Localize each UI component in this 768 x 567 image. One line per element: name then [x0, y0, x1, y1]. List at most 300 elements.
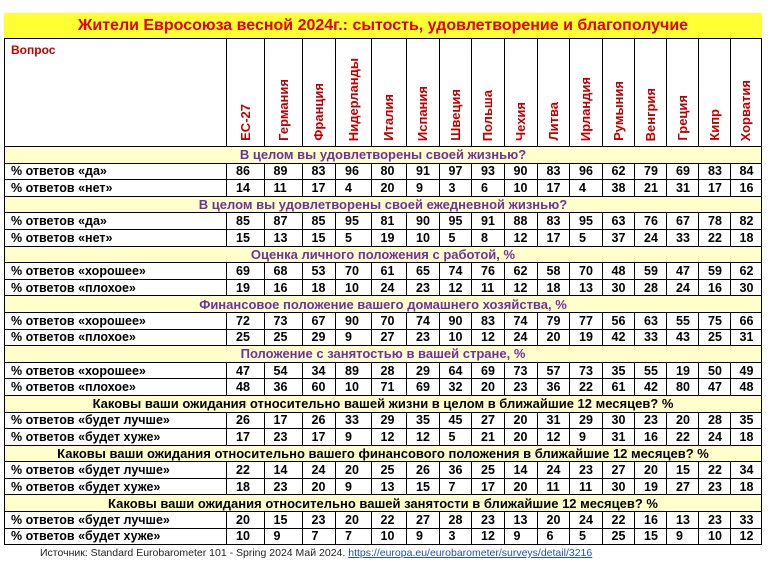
source-link[interactable]: https://europa.eu/eurobarometer/surveys/detail/3216	[348, 547, 593, 559]
value-cell-italy: 25	[372, 462, 408, 479]
value-cell-netherlands: 9	[336, 330, 372, 347]
section-question-2: В целом вы удовлетворены своей ежедневной жизнью?	[5, 197, 762, 214]
value-cell-poland: 27	[472, 413, 505, 430]
value-cell-netherlands: 4	[336, 180, 372, 197]
row-label: % ответов «будет лучше»	[5, 413, 227, 430]
value-cell-romania: 48	[603, 263, 636, 280]
value-cell-netherlands: 96	[336, 164, 372, 181]
value-cell-sweden: 28	[440, 512, 473, 529]
value-cell-sweden: 3	[440, 180, 473, 197]
value-cell-spain: 27	[407, 512, 440, 529]
row-label: % ответов «нет»	[5, 230, 227, 247]
value-cell-hungary: 59	[635, 263, 667, 280]
value-cell-lithuania: 11	[538, 479, 571, 496]
table-row	[5, 180, 762, 197]
value-cell-greece: 19	[667, 363, 699, 380]
value-cell-ireland: 9	[570, 429, 603, 446]
value-cell-lithuania: 17	[538, 180, 571, 197]
value-cell-eu27: 19	[227, 280, 265, 297]
value-cell-germany: 73	[265, 313, 303, 330]
section-question-8: Каковы ваши ожидания относительно вашей занятости в ближайшие 12 месяцев? %	[5, 495, 762, 512]
source-note	[40, 547, 592, 559]
value-cell-romania: 30	[603, 479, 636, 496]
value-cell-greece: 80	[667, 379, 699, 396]
value-cell-greece: 20	[667, 413, 699, 430]
row-label: % ответов «будет лучше»	[5, 512, 227, 529]
value-cell-cyprus: 23	[699, 479, 731, 496]
value-cell-greece: 27	[667, 479, 699, 496]
value-cell-poland: 23	[472, 512, 505, 529]
value-cell-italy: 24	[372, 280, 408, 297]
value-cell-lithuania: 6	[538, 529, 571, 546]
value-cell-eu27: 20	[227, 512, 265, 529]
value-cell-sweden: 95	[440, 213, 473, 230]
value-cell-lithuania: 20	[538, 512, 571, 529]
value-cell-hungary: 16	[635, 512, 667, 529]
value-cell-greece: 55	[667, 313, 699, 330]
value-cell-spain: 12	[407, 429, 440, 446]
value-cell-eu27: 10	[227, 529, 265, 546]
value-cell-czechia: 24	[505, 330, 538, 347]
value-cell-croatia: 82	[731, 213, 763, 230]
value-cell-ireland: 4	[570, 180, 603, 197]
value-cell-czechia: 74	[505, 313, 538, 330]
value-cell-cyprus: 22	[699, 462, 731, 479]
column-label-czechia: Чехия	[513, 102, 528, 141]
value-cell-spain: 23	[407, 330, 440, 347]
value-cell-italy: 80	[372, 164, 408, 181]
value-cell-hungary: 19	[635, 479, 667, 496]
value-cell-ireland: 95	[570, 213, 603, 230]
column-header-czechia	[505, 39, 538, 147]
value-cell-eu27: 25	[227, 330, 265, 347]
table-row	[5, 280, 762, 297]
value-cell-lithuania: 18	[538, 280, 571, 297]
value-cell-spain: 74	[407, 313, 440, 330]
column-label-hungary: Венгрия	[643, 87, 658, 141]
value-cell-france: 18	[303, 280, 337, 297]
value-cell-poland: 93	[472, 164, 505, 181]
value-cell-netherlands: 95	[336, 213, 372, 230]
value-cell-hungary: 23	[635, 413, 667, 430]
value-cell-sweden: 90	[440, 313, 473, 330]
value-cell-poland: 69	[472, 363, 505, 380]
value-cell-italy: 27	[372, 330, 408, 347]
value-cell-croatia: 31	[731, 330, 763, 347]
data-table	[4, 38, 762, 545]
value-cell-germany: 13	[265, 230, 303, 247]
column-label-croatia: Хорватия	[738, 79, 754, 141]
value-cell-netherlands: 70	[336, 263, 372, 280]
value-cell-poland: 91	[472, 213, 505, 230]
row-label: % ответов «плохое»	[5, 379, 227, 396]
value-cell-cyprus: 59	[699, 263, 731, 280]
value-cell-spain: 9	[407, 529, 440, 546]
value-cell-ireland: 5	[570, 529, 603, 546]
value-cell-croatia: 30	[731, 280, 763, 297]
value-cell-spain: 10	[407, 230, 440, 247]
value-cell-romania: 56	[603, 313, 636, 330]
table-row	[5, 263, 762, 280]
value-cell-greece: 43	[667, 330, 699, 347]
value-cell-france: 85	[303, 213, 337, 230]
table-row	[5, 313, 762, 330]
value-cell-greece: 31	[667, 180, 699, 197]
table-row	[5, 479, 762, 496]
value-cell-romania: 37	[603, 230, 636, 247]
value-cell-hungary: 24	[635, 230, 667, 247]
value-cell-france: 17	[303, 180, 337, 197]
value-cell-greece: 22	[667, 429, 699, 446]
value-cell-poland: 12	[472, 529, 505, 546]
value-cell-spain: 29	[407, 363, 440, 380]
table-row	[5, 429, 762, 446]
value-cell-sweden: 12	[440, 280, 473, 297]
value-cell-france: 20	[303, 479, 337, 496]
value-cell-romania: 30	[603, 413, 636, 430]
value-cell-cyprus: 78	[699, 213, 731, 230]
value-cell-italy: 81	[372, 213, 408, 230]
value-cell-croatia: 49	[731, 363, 763, 380]
column-label-poland: Польша	[480, 89, 496, 141]
value-cell-hungary: 21	[635, 180, 667, 197]
table-row	[5, 330, 762, 347]
value-cell-spain: 26	[407, 462, 440, 479]
table-row	[5, 213, 762, 230]
value-cell-italy: 10	[372, 529, 408, 546]
value-cell-eu27: 17	[227, 429, 265, 446]
value-cell-italy: 13	[372, 479, 408, 496]
value-cell-czechia: 23	[505, 379, 538, 396]
value-cell-netherlands: 9	[336, 479, 372, 496]
value-cell-eu27: 85	[227, 213, 265, 230]
value-cell-france: 67	[303, 313, 337, 330]
value-cell-hungary: 33	[635, 330, 667, 347]
value-cell-ireland: 73	[570, 363, 603, 380]
value-cell-poland: 17	[472, 479, 505, 496]
value-cell-croatia: 62	[731, 263, 763, 280]
value-cell-france: 53	[303, 263, 337, 280]
source-text: Источник: Standard Eurobarometer 101 - Spring 2024 Май 2024.	[40, 547, 346, 559]
value-cell-croatia: 12	[731, 529, 763, 546]
column-label-lithuania: Литва	[545, 102, 561, 141]
value-cell-poland: 20	[472, 379, 505, 396]
table-row	[5, 164, 762, 181]
value-cell-poland: 8	[472, 230, 505, 247]
value-cell-lithuania: 36	[538, 379, 571, 396]
table-row	[5, 462, 762, 479]
value-cell-netherlands: 5	[336, 230, 372, 247]
value-cell-croatia: 16	[731, 180, 763, 197]
value-cell-netherlands: 20	[336, 512, 372, 529]
column-label-sweden: Швеция	[447, 89, 463, 141]
value-cell-romania: 27	[603, 462, 636, 479]
column-header-hungary	[635, 39, 667, 147]
value-cell-croatia: 48	[731, 379, 763, 396]
value-cell-czechia: 14	[505, 462, 538, 479]
value-cell-greece: 67	[667, 213, 699, 230]
column-header-germany	[265, 39, 303, 147]
value-cell-germany: 87	[265, 213, 303, 230]
section-question-1: В целом вы удовлетворены своей жизнью?	[5, 147, 762, 164]
value-cell-eu27: 72	[227, 313, 265, 330]
value-cell-germany: 15	[265, 512, 303, 529]
table-body	[5, 147, 762, 545]
value-cell-netherlands: 7	[336, 529, 372, 546]
value-cell-ireland: 70	[570, 263, 603, 280]
value-cell-croatia: 84	[731, 164, 763, 181]
value-cell-netherlands: 89	[336, 363, 372, 380]
value-cell-spain: 23	[407, 280, 440, 297]
value-cell-greece: 33	[667, 230, 699, 247]
value-cell-cyprus: 75	[699, 313, 731, 330]
column-header-netherlands	[336, 39, 372, 147]
section-question-3: Оценка личного положения с работой, %	[5, 247, 762, 264]
value-cell-romania: 62	[603, 164, 636, 181]
value-cell-romania: 61	[603, 379, 636, 396]
value-cell-france: 15	[303, 230, 337, 247]
value-cell-cyprus: 22	[699, 230, 731, 247]
value-cell-spain: 15	[407, 479, 440, 496]
value-cell-france: 26	[303, 413, 337, 430]
value-cell-eu27: 22	[227, 462, 265, 479]
column-label-ireland: Ирландия	[578, 76, 594, 141]
column-label-eu27: ЕС-27	[237, 104, 253, 141]
value-cell-cyprus: 10	[699, 529, 731, 546]
value-cell-italy: 22	[372, 512, 408, 529]
column-label-greece: Греция	[675, 95, 690, 141]
value-cell-france: 7	[303, 529, 337, 546]
table-row	[5, 230, 762, 247]
value-cell-germany: 68	[265, 263, 303, 280]
row-label: % ответов «да»	[5, 213, 227, 230]
value-cell-ireland: 19	[570, 330, 603, 347]
value-cell-netherlands: 10	[336, 280, 372, 297]
value-cell-lithuania: 58	[538, 263, 571, 280]
value-cell-sweden: 5	[440, 429, 473, 446]
table-row	[5, 413, 762, 430]
value-cell-france: 83	[303, 164, 337, 181]
value-cell-italy: 61	[372, 263, 408, 280]
value-cell-france: 34	[303, 363, 337, 380]
column-label-romania: Румыния	[610, 81, 626, 141]
value-cell-czechia: 13	[505, 512, 538, 529]
value-cell-ireland: 13	[570, 280, 603, 297]
value-cell-sweden: 36	[440, 462, 473, 479]
row-label: % ответов «хорошее»	[5, 363, 227, 380]
value-cell-france: 29	[303, 330, 337, 347]
value-cell-czechia: 12	[505, 230, 538, 247]
value-cell-czechia: 10	[505, 180, 538, 197]
column-label-netherlands: Нидерланды	[345, 57, 361, 141]
value-cell-spain: 90	[407, 213, 440, 230]
column-label-spain: Испания	[415, 85, 431, 141]
value-cell-hungary: 42	[635, 379, 667, 396]
column-header-italy	[372, 39, 408, 147]
value-cell-croatia: 35	[731, 413, 763, 430]
value-cell-cyprus: 23	[699, 512, 731, 529]
value-cell-czechia: 12	[505, 280, 538, 297]
value-cell-greece: 47	[667, 263, 699, 280]
column-header-ireland	[570, 39, 603, 147]
value-cell-netherlands: 33	[336, 413, 372, 430]
value-cell-croatia: 34	[731, 462, 763, 479]
value-cell-lithuania: 17	[538, 230, 571, 247]
header-row	[5, 39, 762, 147]
value-cell-hungary: 63	[635, 313, 667, 330]
section-question-6: Каковы ваши ожидания относительно вашей жизни в целом в ближайшие 12 месяцев? %	[5, 396, 762, 413]
column-label-cyprus: Кипр	[706, 109, 722, 141]
value-cell-italy: 29	[372, 413, 408, 430]
value-cell-italy: 28	[372, 363, 408, 380]
column-header-greece	[667, 39, 699, 147]
value-cell-sweden: 74	[440, 263, 473, 280]
value-cell-croatia: 18	[731, 479, 763, 496]
value-cell-italy: 71	[372, 379, 408, 396]
value-cell-hungary: 16	[635, 429, 667, 446]
section-question-4: Финансовое положение вашего домашнего хозяйства, %	[5, 296, 762, 313]
column-label-germany: Германия	[275, 79, 291, 141]
value-cell-cyprus: 83	[699, 164, 731, 181]
value-cell-poland: 25	[472, 462, 505, 479]
value-cell-sweden: 5	[440, 230, 473, 247]
table-row	[5, 512, 762, 529]
value-cell-cyprus: 28	[699, 413, 731, 430]
value-cell-france: 17	[303, 429, 337, 446]
row-label: % ответов «будет хуже»	[5, 429, 227, 446]
value-cell-netherlands: 90	[336, 313, 372, 330]
value-cell-ireland: 29	[570, 413, 603, 430]
value-cell-ireland: 5	[570, 230, 603, 247]
value-cell-germany: 9	[265, 529, 303, 546]
value-cell-sweden: 64	[440, 363, 473, 380]
value-cell-germany: 89	[265, 164, 303, 181]
value-cell-czechia: 88	[505, 213, 538, 230]
value-cell-czechia: 20	[505, 413, 538, 430]
value-cell-cyprus: 17	[699, 180, 731, 197]
column-header-romania	[603, 39, 636, 147]
value-cell-italy: 20	[372, 180, 408, 197]
value-cell-spain: 69	[407, 379, 440, 396]
value-cell-france: 60	[303, 379, 337, 396]
table-row	[5, 529, 762, 546]
value-cell-lithuania: 83	[538, 213, 571, 230]
row-label: % ответов «плохое»	[5, 330, 227, 347]
value-cell-ireland: 24	[570, 512, 603, 529]
value-cell-cyprus: 25	[699, 330, 731, 347]
row-label: % ответов «хорошее»	[5, 263, 227, 280]
row-label: % ответов «плохое»	[5, 280, 227, 297]
column-header-spain	[407, 39, 440, 147]
value-cell-poland: 83	[472, 313, 505, 330]
value-cell-ireland: 22	[570, 379, 603, 396]
value-cell-poland: 21	[472, 429, 505, 446]
value-cell-lithuania: 24	[538, 462, 571, 479]
value-cell-netherlands: 9	[336, 429, 372, 446]
value-cell-lithuania: 57	[538, 363, 571, 380]
value-cell-netherlands: 10	[336, 379, 372, 396]
table-row	[5, 363, 762, 380]
value-cell-hungary: 76	[635, 213, 667, 230]
value-cell-germany: 36	[265, 379, 303, 396]
value-cell-poland: 6	[472, 180, 505, 197]
value-cell-eu27: 14	[227, 180, 265, 197]
value-cell-sweden: 3	[440, 529, 473, 546]
value-cell-germany: 16	[265, 280, 303, 297]
value-cell-germany: 14	[265, 462, 303, 479]
value-cell-sweden: 45	[440, 413, 473, 430]
row-label: % ответов «будет хуже»	[5, 479, 227, 496]
value-cell-italy: 70	[372, 313, 408, 330]
value-cell-ireland: 11	[570, 479, 603, 496]
value-cell-hungary: 28	[635, 280, 667, 297]
value-cell-netherlands: 20	[336, 462, 372, 479]
value-cell-czechia: 73	[505, 363, 538, 380]
value-cell-romania: 22	[603, 512, 636, 529]
value-cell-hungary: 15	[635, 529, 667, 546]
value-cell-romania: 30	[603, 280, 636, 297]
value-cell-poland: 11	[472, 280, 505, 297]
value-cell-eu27: 15	[227, 230, 265, 247]
value-cell-germany: 23	[265, 429, 303, 446]
value-cell-czechia: 62	[505, 263, 538, 280]
value-cell-croatia: 66	[731, 313, 763, 330]
value-cell-croatia: 33	[731, 512, 763, 529]
value-cell-greece: 69	[667, 164, 699, 181]
value-cell-czechia: 20	[505, 479, 538, 496]
value-cell-cyprus: 16	[699, 280, 731, 297]
value-cell-italy: 19	[372, 230, 408, 247]
value-cell-germany: 54	[265, 363, 303, 380]
value-cell-lithuania: 79	[538, 313, 571, 330]
table-title: Жители Евросоюза весной 2024г.: сытость, удовлетворение и благополучие	[4, 13, 762, 38]
row-label: % ответов «будет хуже»	[5, 529, 227, 546]
value-cell-sweden: 97	[440, 164, 473, 181]
value-cell-czechia: 90	[505, 164, 538, 181]
value-cell-greece: 9	[667, 529, 699, 546]
value-cell-spain: 91	[407, 164, 440, 181]
value-cell-croatia: 18	[731, 429, 763, 446]
value-cell-greece: 24	[667, 280, 699, 297]
column-header-cyprus	[699, 39, 731, 147]
value-cell-spain: 9	[407, 180, 440, 197]
value-cell-romania: 63	[603, 213, 636, 230]
column-header-france	[303, 39, 337, 147]
value-cell-cyprus: 50	[699, 363, 731, 380]
value-cell-greece: 15	[667, 462, 699, 479]
value-cell-greece: 13	[667, 512, 699, 529]
column-header-eu27	[227, 39, 265, 147]
value-cell-hungary: 55	[635, 363, 667, 380]
column-header-sweden	[440, 39, 473, 147]
value-cell-hungary: 20	[635, 462, 667, 479]
value-cell-romania: 42	[603, 330, 636, 347]
value-cell-germany: 23	[265, 479, 303, 496]
row-label: % ответов «хорошее»	[5, 313, 227, 330]
value-cell-eu27: 18	[227, 479, 265, 496]
value-cell-italy: 12	[372, 429, 408, 446]
value-cell-france: 24	[303, 462, 337, 479]
row-label: % ответов «да»	[5, 164, 227, 181]
value-cell-sweden: 32	[440, 379, 473, 396]
value-cell-romania: 31	[603, 429, 636, 446]
value-cell-ireland: 23	[570, 462, 603, 479]
value-cell-eu27: 26	[227, 413, 265, 430]
value-cell-romania: 25	[603, 529, 636, 546]
value-cell-lithuania: 20	[538, 330, 571, 347]
value-cell-poland: 76	[472, 263, 505, 280]
value-cell-eu27: 47	[227, 363, 265, 380]
